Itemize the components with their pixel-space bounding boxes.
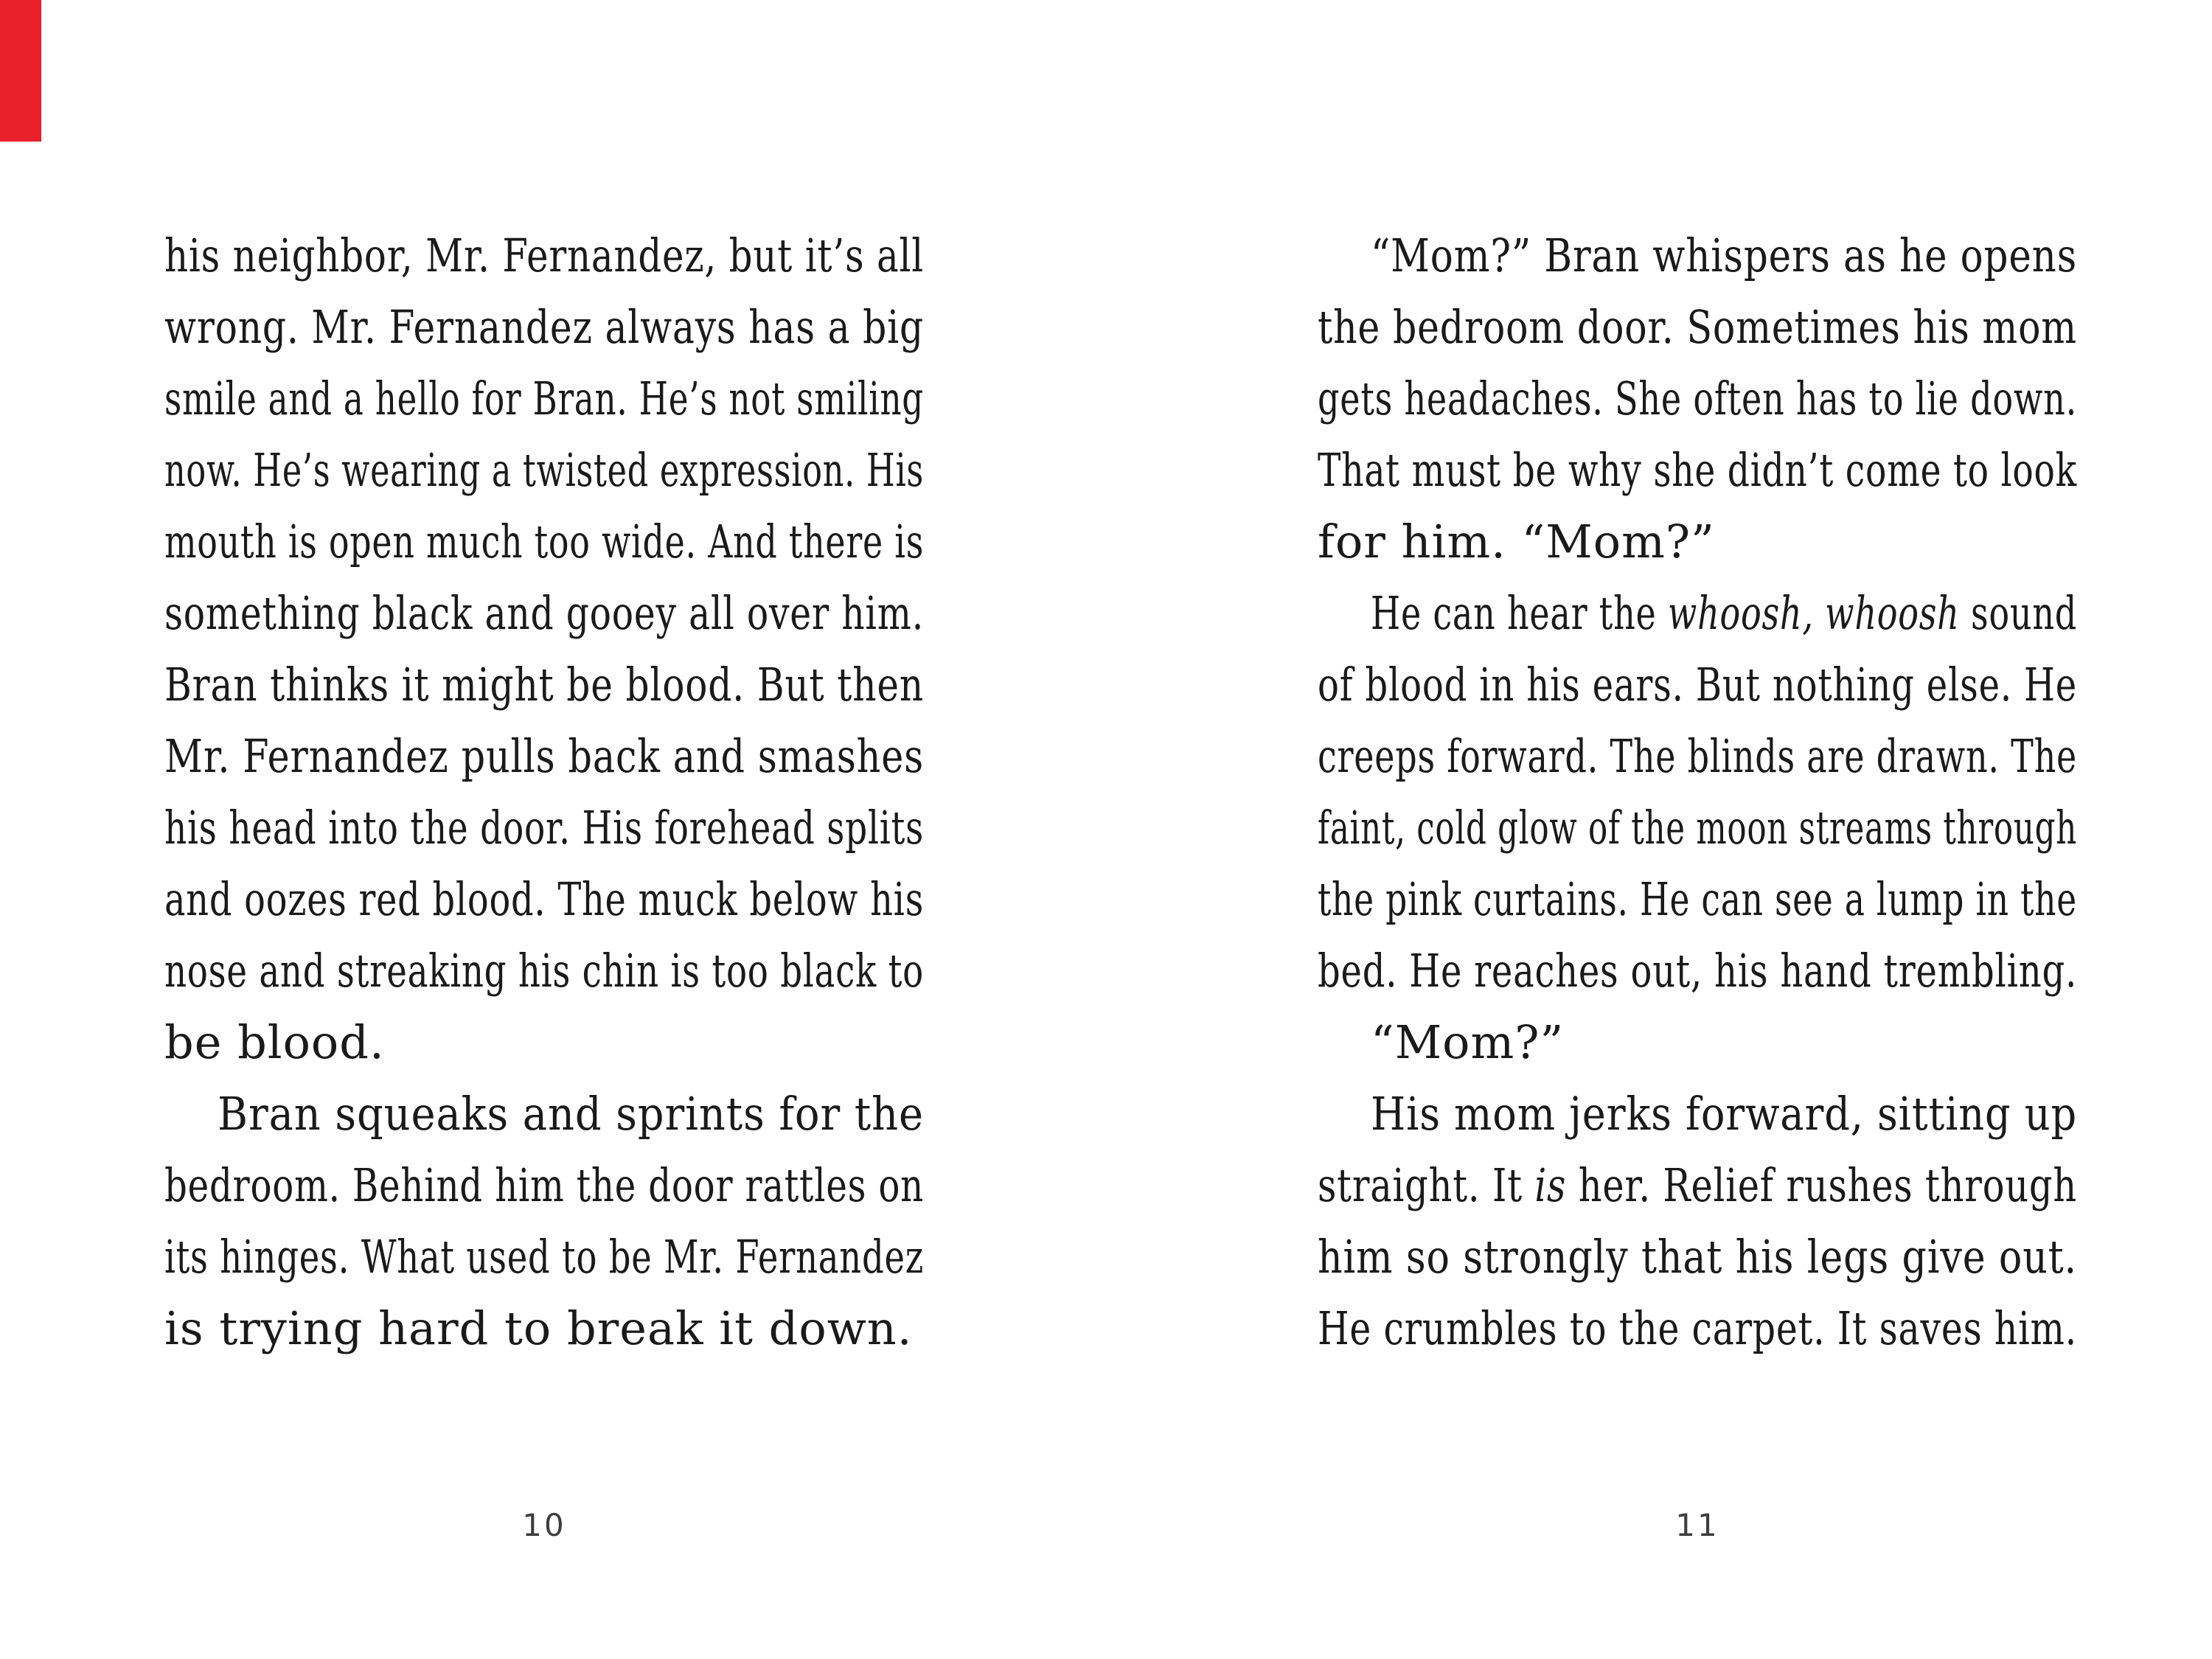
- text-line: now. He’s wearing a twisted expression. His: [164, 443, 924, 497]
- text-line: wrong. Mr. Fernandez always has a big: [164, 300, 924, 354]
- text-line: him so strongly that his legs give out.: [1318, 1230, 2077, 1284]
- page-right[interactable]: [1106, 0, 2212, 1659]
- text-line: be blood.: [164, 1015, 385, 1069]
- text-line: his head into the door. His forehead splits: [164, 801, 924, 855]
- italic-text: is: [1534, 1158, 1567, 1212]
- text-line: gets headaches. She often has to lie down.: [1318, 372, 2077, 425]
- text-line: He can hear the whoosh, whoosh sound: [1371, 586, 2077, 640]
- text-line: His mom jerks forward, sitting up: [1371, 1087, 2077, 1141]
- text-line: Bran thinks it might be blood. But then: [164, 658, 924, 712]
- page-number-left: 10: [522, 1507, 566, 1543]
- text-line: “Mom?” Bran whispers as he opens: [1371, 229, 2077, 282]
- text-line: That must be why she didn’t come to look: [1318, 443, 2077, 497]
- text-line: bedroom. Behind him the door rattles on: [164, 1158, 924, 1212]
- italic-text: whoosh, whoosh: [1667, 586, 1960, 640]
- text-column-left: [164, 220, 924, 1364]
- text-line: nose and streaking his chin is too black to: [164, 944, 924, 998]
- text-line: Mr. Fernandez pulls back and smashes: [164, 729, 924, 783]
- text-line: its hinges. What used to be Mr. Fernandez: [164, 1230, 924, 1284]
- text-line: faint, cold glow of the moon streams through: [1318, 801, 2077, 855]
- text-line: straight. It is her. Relief rushes through: [1318, 1158, 2077, 1212]
- text-line: mouth is open much too wide. And there is: [164, 515, 924, 568]
- text-line: bed. He reaches out, his hand trembling.: [1318, 944, 2077, 998]
- text-line: “Mom?”: [1371, 1015, 1565, 1069]
- page-number-right: 11: [1675, 1507, 1719, 1543]
- text-line: for him. “Mom?”: [1318, 515, 1715, 568]
- text-line: the bedroom door. Sometimes his mom: [1318, 300, 2077, 354]
- text-line: Bran squeaks and sprints for the: [218, 1087, 924, 1141]
- text-line: something black and gooey all over him.: [164, 586, 924, 640]
- text-line: of blood in his ears. But nothing else. He: [1318, 658, 2077, 712]
- text-line: smile and a hello for Bran. He’s not smiling: [164, 372, 924, 425]
- text-column-right: [1318, 220, 2077, 1364]
- text-line: his neighbor, Mr. Fernandez, but it’s all: [164, 229, 924, 282]
- text-line: and oozes red blood. The muck below his: [164, 872, 924, 926]
- text-line: creeps forward. The blinds are drawn. The: [1318, 729, 2077, 783]
- text-line: is trying hard to break it down.: [164, 1301, 913, 1355]
- text-line: He crumbles to the carpet. It saves him.: [1318, 1301, 2077, 1355]
- text-line: the pink curtains. He can see a lump in the: [1318, 872, 2077, 926]
